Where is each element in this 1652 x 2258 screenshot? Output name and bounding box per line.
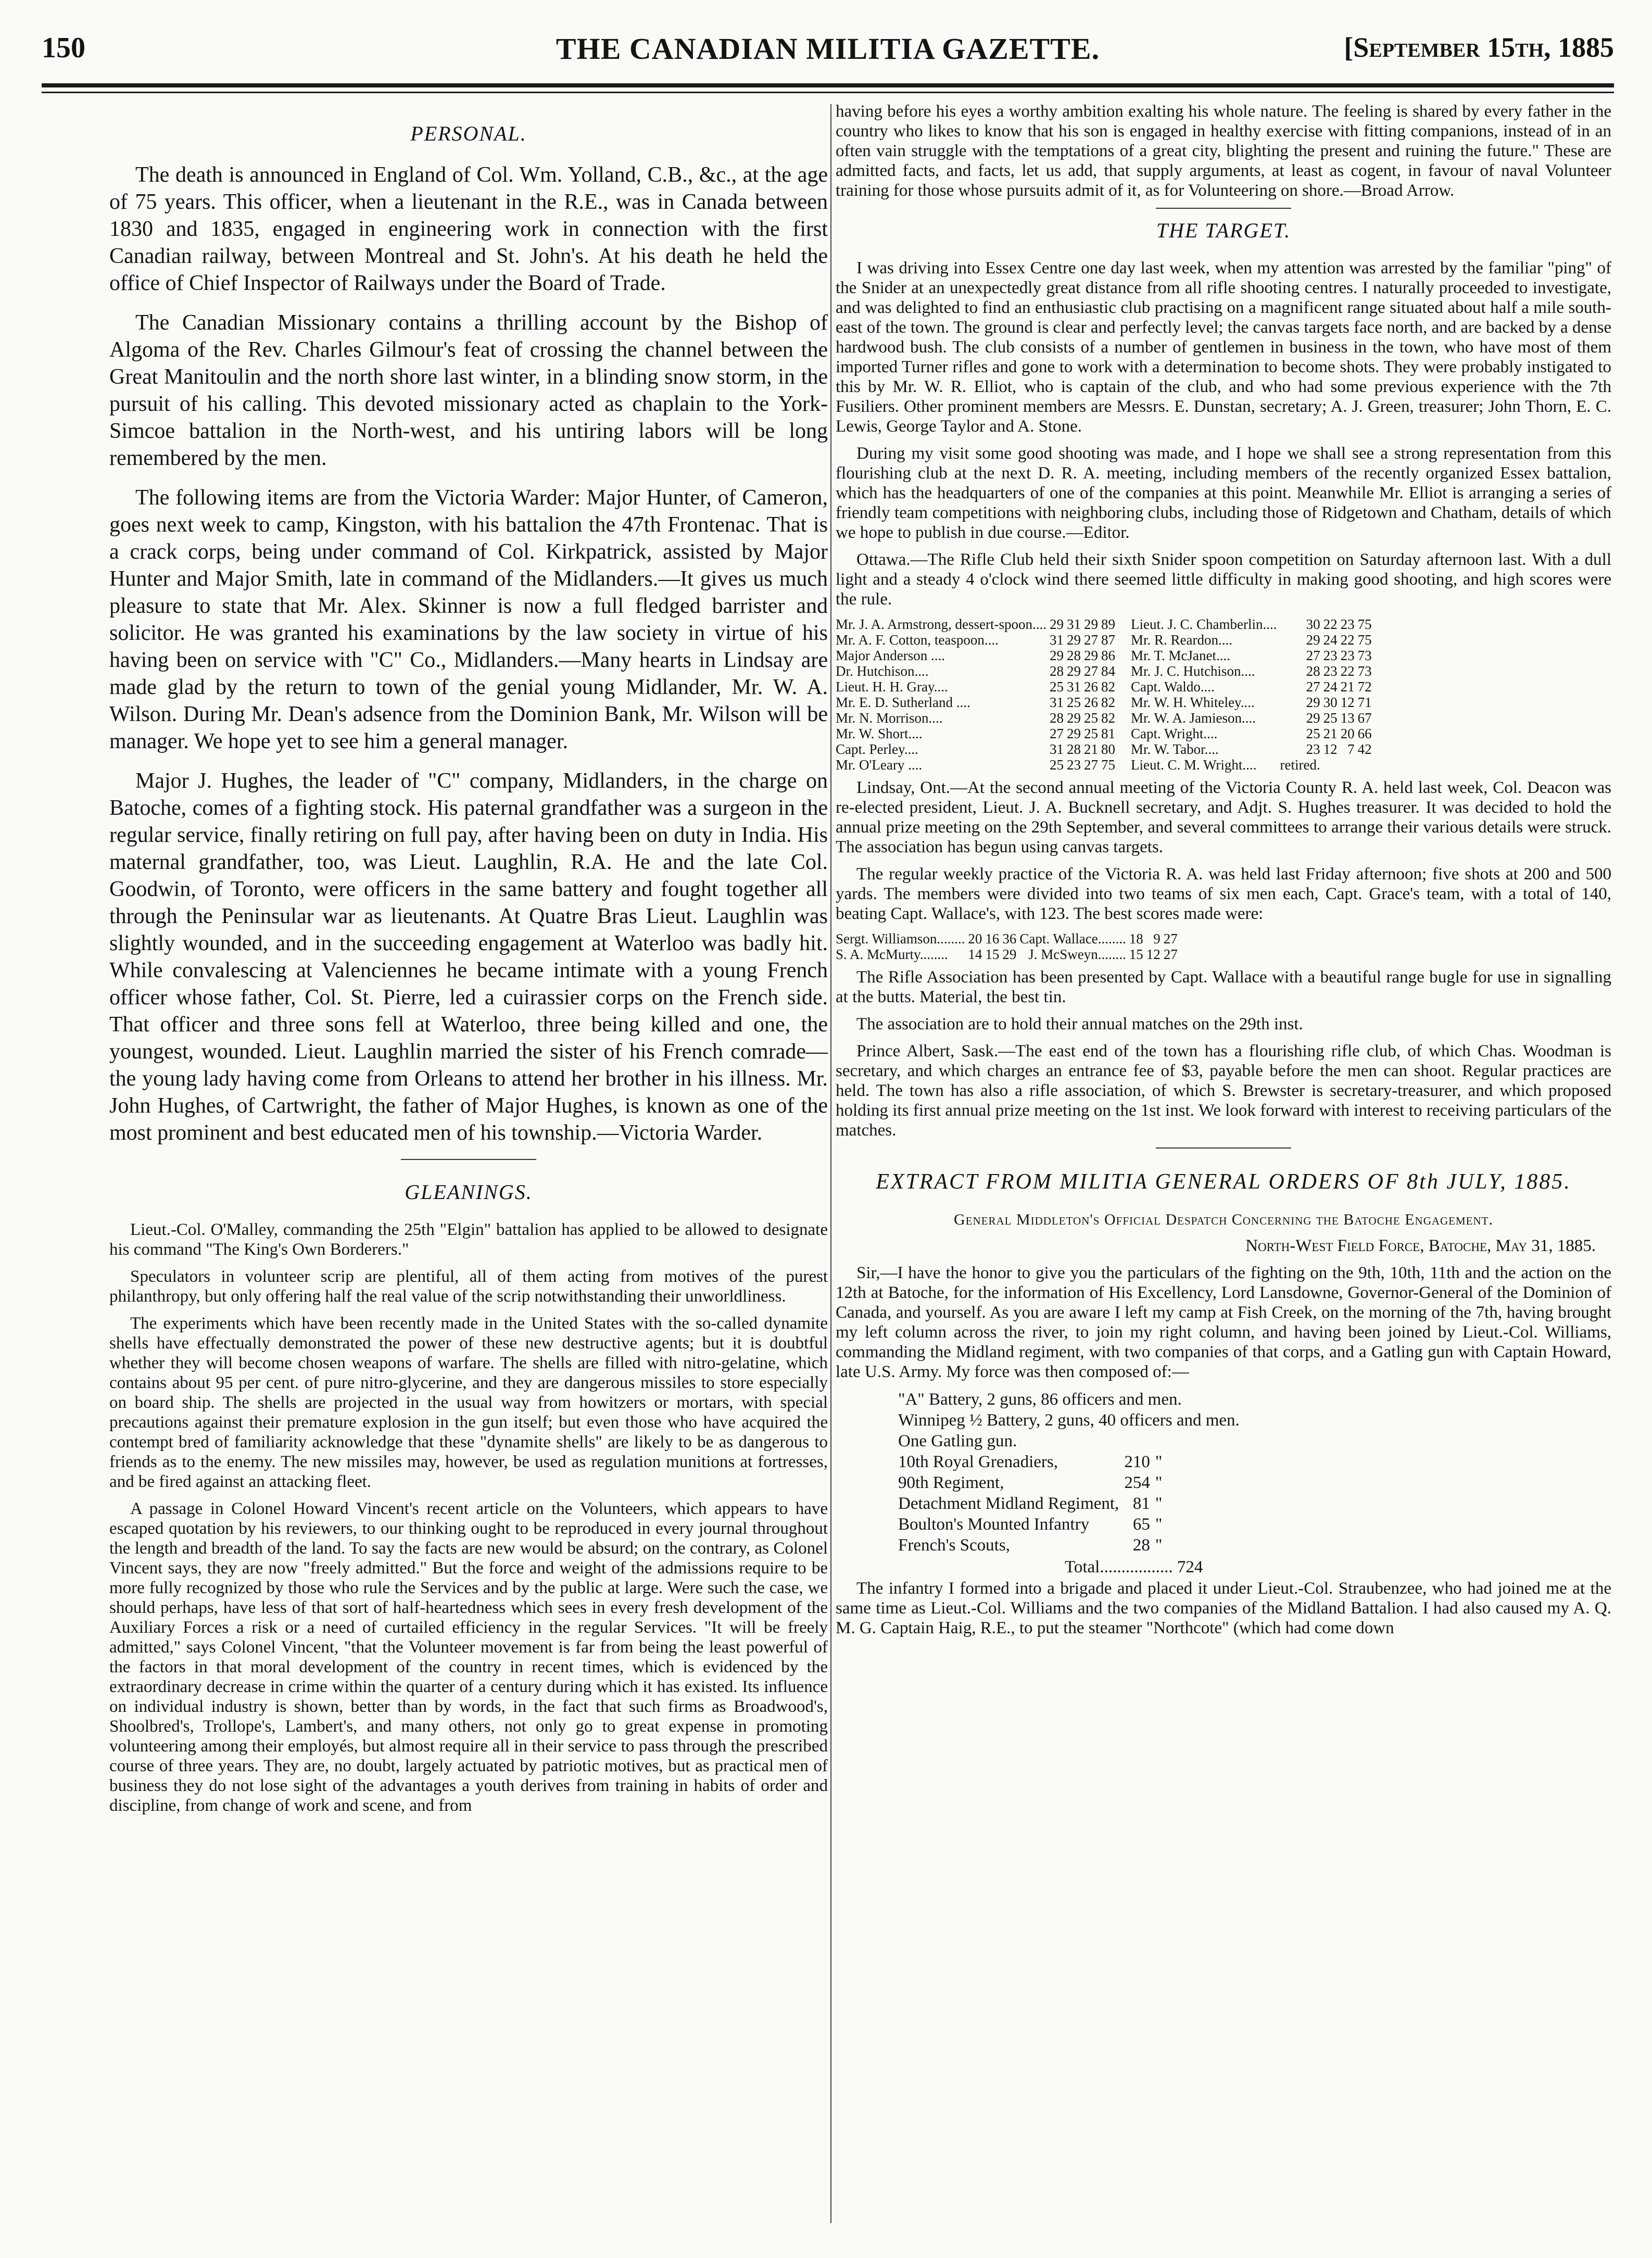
score-row xyxy=(836,726,1118,741)
score-value: 36 xyxy=(1002,931,1017,947)
score-name: Mr. W. H. Whiteley.... xyxy=(1131,695,1255,710)
score-row xyxy=(1131,710,1375,726)
left-column xyxy=(109,102,828,1823)
force-line: Winnipeg ½ Battery, 2 guns, 40 officers and men. xyxy=(898,1411,1240,1430)
ottawa-scores-left xyxy=(836,616,1118,773)
force-line: "A" Battery, 2 guns, 86 officers and men. xyxy=(898,1390,1182,1409)
score-value: 25 xyxy=(1050,757,1064,773)
score-value: 29 xyxy=(1067,726,1081,741)
score-value: 24 xyxy=(1323,632,1338,648)
score-value: 27 xyxy=(1084,663,1098,679)
target-paragraph: I was driving into Essex Centre one day last week, when my attention was arrested by the familiar "ping" of the Snider at an unexpectedly great distance from all rifle shooting centres. I naturally proceeded to investigate, and was delighted to find an enthusiastic club practising on a magnificent range situated about half a mile south-east of the town. The ground is clear and perfectly level; the canvas targets face north, and are backed by a dense hardwood bush. The club consists of a number of gentlemen in business in the town, who have most of them imported Turner rifles and gone to work with a determination to become shots. They were probably instigated to this by Mr. W. R. Elliot, who is captain of the club, and who had some previous experience with the 7th Fusiliers. Other prominent members are Messrs. E. Dunstan, secretary; A. J. Green, treasurer; John Thorn, E. C. Lewis, George Taylor and A. Stone. xyxy=(836,259,1611,436)
score-value: 25 xyxy=(1084,726,1098,741)
score-value: 75 xyxy=(1101,757,1115,773)
score-row xyxy=(1131,648,1375,663)
score-value: 254 xyxy=(1124,1473,1150,1492)
score-value: 23 xyxy=(1306,741,1320,757)
right-column xyxy=(836,102,1611,1645)
score-value: 27 xyxy=(1084,757,1098,773)
target-paragraph: Ottawa.—The Rifle Club held their sixth Snider spoon competition on Saturday afternoon last. With a dull light and a steady 4 o'clock wind there seemed little difficulty in making good shooting, and high scores were the rule. xyxy=(836,550,1611,609)
despatch-paragraph: The infantry I formed into a brigade and placed it under Lieut.-Col. Straubenzee, who had joined me at the same time as Lieut.-Col. Williams and the two companies of the Midland Battalion. I had also caused my A. Q. M. G. Captain Haig, R.E., to put the steamer "Northcote" (which had come down xyxy=(836,1579,1611,1637)
target-paragraph: During my visit some good shooting was made, and I hope we shall see a strong representation from this flourishing club at the next D. R. A. meeting, including members of the recently organized Essex battalion, which has the headquarters of one of the companies at this point. Meanwhile Mr. Elliot is arranging a series of friendly team competitions with neighboring clubs, including those of Ridgetown and Chatham, details of which we hope to publish in due course.—Editor. xyxy=(836,444,1611,542)
score-name: Mr. O'Leary .... xyxy=(836,757,923,773)
force-line: One Gatling gun. xyxy=(898,1432,1017,1450)
personal-paragraph: The Canadian Missionary contains a thrilling account by the Bishop of Algoma of the Rev. Charles Gilmour's feat of crossing the channel between the Great Manitoulin and the north shore last winter, in a blinding snow storm, in the pursuit of his calling. This devoted missionary acted as chaplain to the York-Simcoe battalion in the North-west, and his untiring labors will be long remembered by the men. xyxy=(109,311,828,470)
score-row xyxy=(836,648,1118,663)
score-value: 27 xyxy=(1163,931,1178,947)
score-value: 81 xyxy=(1101,726,1115,741)
score-value: 29 xyxy=(1084,648,1098,663)
score-row xyxy=(1131,695,1375,710)
score-name: Mr. J. A. Armstrong, dessert-spoon.... xyxy=(836,616,1046,632)
score-value: " xyxy=(1155,1515,1163,1534)
score-value: 28 xyxy=(1050,663,1064,679)
force-row xyxy=(898,1535,1167,1556)
score-name: Mr. R. Reardon.... xyxy=(1131,632,1232,648)
score-value: 72 xyxy=(1357,679,1372,695)
personal-paragraph: Major J. Hughes, the leader of "C" company, Midlanders, in the charge on Batoche, comes of a fighting stock. His paternal grandfather was a surgeon in the regular service, finally retiring on full pay, after having been on duty in India. His maternal grandfather, too, was Lieut. Laughlin, R.A. He and the late Col. Goodwin, of Toronto, were officers in the same battery and fought together all through the Peninsular war as lieutenants. At Quatre Bras Lieut. Laughlin was slightly wounded, and in the succeeding engagement at Waterloo was badly hit. While convalescing at Valenciennes he became intimate with a young French officer whose father, Col. St. Pierre, led a cuirassier corps on the French side. That officer and three sons fell at Waterloo, three being killed and one, the youngest, wounded. Lieut. Laughlin married the sister of his French comrade—the young lady having come from Orleans to attend her brother in his illness. Mr. John Hughes, of Cartwright, the father of Major Hughes, is known as one of the most prominent and best educated men of his township.—Victoria Warder. xyxy=(109,769,828,1145)
score-value: 66 xyxy=(1357,726,1372,741)
score-value: J. McSweyn........ xyxy=(1028,947,1126,962)
section-divider xyxy=(1156,1147,1291,1149)
score-name: Lieut. J. C. Chamberlin.... xyxy=(1131,616,1277,632)
score-value: 23 xyxy=(1340,616,1355,632)
gleanings-paragraph: The experiments which have been recently made in the United States with the so-called dynamite shells have effectually demonstrated the power of these new destructive agents; but it is doubtful whether they will become chosen weapons of warfare. The shells are filled with nitro-gelatine, which contains about 95 per cent. of pure nitro-glycerine, and they are dangerous missiles to store especially on board ship. The shells are projected in the usual way from howitzers or mortars, with special precautions against their premature explosion in the gun itself; but even those who have acquired the contempt bred of familiarity acknowledge that these "dynamite shells" are likely to be as dangerous to friends as to the enemy. The new missiles may, however, be used as regulation munitions at fortresses, and be fired against an attacking fleet. xyxy=(109,1314,828,1491)
target-heading: THE TARGET. xyxy=(1156,219,1291,242)
score-value: 27 xyxy=(1084,632,1098,648)
score-value: 30 xyxy=(1306,616,1320,632)
score-value: 87 xyxy=(1101,632,1115,648)
score-value: 23 xyxy=(1323,663,1338,679)
score-value: 82 xyxy=(1101,679,1115,695)
score-row xyxy=(836,741,1118,757)
score-name: 10th Royal Grenadiers, xyxy=(898,1453,1058,1471)
personal-paragraph: The death is announced in England of Col. Wm. Yolland, C.B., &c., at the age of 75 years. This officer, when a lieutenant in the R.E., was in Canada between 1830 and 1835, engaged in engineering work in connection with the first Canadian railway, between Montreal and St. John's. At his death he held the office of Chief Inspector of Railways under the Board of Trade. xyxy=(109,163,828,295)
score-value: 29 xyxy=(1067,632,1081,648)
score-value: 71 xyxy=(1357,695,1372,710)
score-value xyxy=(1323,757,1341,773)
score-value: 73 xyxy=(1357,663,1372,679)
score-value: 15 xyxy=(1129,947,1143,962)
dateline: North-West Field Force, Batoche, May 31, 1885. xyxy=(1245,1237,1596,1255)
score-value: 25 xyxy=(1084,710,1098,726)
score-row xyxy=(836,757,1118,773)
score-value: 31 xyxy=(1050,632,1064,648)
score-value: 27 xyxy=(1306,648,1320,663)
score-name: Capt. Perley.... xyxy=(836,741,918,757)
target-paragraph: The regular weekly practice of the Victoria R. A. was held last Friday afternoon; five shots at 200 and 500 yards. The members were divided into two teams of six men each, Capt. Grace's team, with a total of 140, beating Capt. Wallace's, with 123. The best scores made were: xyxy=(836,865,1611,923)
score-value: " xyxy=(1155,1494,1163,1513)
score-value: 42 xyxy=(1357,741,1372,757)
section-divider xyxy=(401,1159,536,1160)
force-total xyxy=(1065,1556,1611,1579)
score-name: French's Scouts, xyxy=(898,1536,1010,1555)
score-value: 13 xyxy=(1340,710,1355,726)
score-value: 20 xyxy=(1340,726,1355,741)
score-value: 15 xyxy=(985,947,1000,962)
continued-paragraph: having before his eyes a worthy ambition exalting his whole nature. The feeling is shared by every father in the country who likes to know that his son is engaged in healthy exercise with fitting companions, instead of in an often vain struggle with the temptations of a great city, blighting the present and ruining the future." These are admitted facts, and facts, let us add, that supply arguments, at least as cogent, in favour of naval Volunteer training for those whose pursuits admit of it, as for Volunteering on shore.—Broad Arrow. xyxy=(836,102,1611,200)
gleanings-paragraph: A passage in Colonel Howard Vincent's recent article on the Volunteers, which appears to have escaped quotation by his reviewers, to our thinking ought to be reproduced in every journal throughout the length and breadth of the land. To say the facts are new would be absurd; on the contrary, as Colonel Vincent says, they are now "freely admitted." But the force and weight of the admissions require to be more fully recognized by those who rule the Services and by the public at large. Were such the case, we should perhaps, have less of that sort of half-heartedness which sees in every fresh development of the Auxiliary Forces a risk or a need of curtailed efficiency in the regular Services. "It will be freely admitted," says Colonel Vincent, "that the Volunteer movement is far from being the least powerful of the factors in that moral development of the country in recent times, which is evidenced by the extraordinary decrease in crime within the quarter of a century during which it has existed. Its influence on individual industry is shown, better than by words, in the fact that such firms as Broadwood's, Shoolbred's, Trollope's, Lambert's, and many others, not only go to great expense in promoting volunteering among their employés, but almost require all in their service to pass through the prescribed course of three years. They are, no doubt, largely actuated by patriotic motives, but as practical men of business they do not lose sight of the advantages a youth derives from training in habits of order and discipline, from change of work and scene, and from xyxy=(109,1499,828,1815)
score-value: 25 xyxy=(1067,695,1081,710)
score-value: 22 xyxy=(1323,616,1338,632)
score-value: 86 xyxy=(1101,648,1115,663)
score-value: 22 xyxy=(1340,632,1355,648)
score-row xyxy=(836,695,1118,710)
force-row xyxy=(898,1452,1167,1472)
issue-date: [September 15th, 1885 xyxy=(1344,32,1614,63)
score-value: Capt. Wallace........ xyxy=(1019,931,1126,947)
target-paragraph: Lindsay, Ont.—At the second annual meeting of the Victoria County R. A. held last week, Col. Deacon was re-elected president, Lieut. J. A. Bucknell secretary, and Adjt. S. Hughes treasurer. It was decided to hold the annual prize meeting on the 29th September, and several committees to arrange their various details were struck. The association has begun using canvas targets. xyxy=(836,778,1611,856)
score-row xyxy=(836,710,1118,726)
score-value: 29 xyxy=(1050,616,1064,632)
target-paragraph: The Rifle Association has been presented by Capt. Wallace with a beautiful range bugle for use in signalling at the butts. Material, the best tin. xyxy=(836,968,1611,1006)
score-value: 31 xyxy=(1050,695,1064,710)
score-value: 23 xyxy=(1323,648,1338,663)
score-value: 28 xyxy=(1067,648,1081,663)
score-name: Detachment Midland Regiment, xyxy=(898,1494,1119,1513)
score-name: Capt. Waldo.... xyxy=(1131,679,1215,695)
score-value: 28 xyxy=(1067,741,1081,757)
score-value: 27 xyxy=(1306,679,1320,695)
score-value: 31 xyxy=(1067,679,1081,695)
score-value: 29 xyxy=(1306,695,1320,710)
target-paragraph: The association are to hold their annual matches on the 29th inst. xyxy=(856,1015,1303,1033)
force-row xyxy=(898,1472,1167,1493)
score-value: " xyxy=(1155,1453,1163,1471)
score-value: 75 xyxy=(1357,616,1372,632)
score-value: 9 xyxy=(1153,931,1161,947)
score-name: Mr. A. F. Cotton, teaspoon.... xyxy=(836,632,999,648)
score-row xyxy=(1131,726,1375,741)
score-value xyxy=(1341,757,1358,773)
score-value: 29 xyxy=(1084,616,1098,632)
score-value: 21 xyxy=(1340,679,1355,695)
ottawa-scores xyxy=(836,616,1611,773)
score-value: 29 xyxy=(1067,663,1081,679)
score-row xyxy=(836,947,1181,962)
score-name: Mr. W. Tabor.... xyxy=(1131,741,1219,757)
score-value: 21 xyxy=(1323,726,1338,741)
score-value: 82 xyxy=(1101,710,1115,726)
score-value xyxy=(1358,757,1375,773)
score-name: Mr. J. C. Hutchison.... xyxy=(1131,663,1255,679)
score-value: 23 xyxy=(1067,757,1081,773)
score-value: " xyxy=(1155,1536,1163,1555)
score-value: 29 xyxy=(1002,947,1017,962)
score-value: 12 xyxy=(1323,741,1338,757)
score-row xyxy=(1131,616,1375,632)
score-value: 30 xyxy=(1323,695,1338,710)
score-value: 18 xyxy=(1129,931,1143,947)
score-name: Major Anderson .... xyxy=(836,648,945,663)
score-name: Mr. W. Short.... xyxy=(836,726,923,741)
newspaper-title: THE CANADIAN MILITIA GAZETTE. xyxy=(556,32,1100,66)
column-divider xyxy=(830,104,831,2223)
force-table xyxy=(898,1452,1167,1556)
force-lines xyxy=(898,1389,1611,1452)
score-value: 7 xyxy=(1347,741,1355,757)
score-row xyxy=(1131,663,1375,679)
score-value: 21 xyxy=(1084,741,1098,757)
score-value: 31 xyxy=(1067,616,1081,632)
score-value: 23 xyxy=(1340,648,1355,663)
score-name: Mr. T. McJanet.... xyxy=(1131,648,1230,663)
score-value: 25 xyxy=(1050,679,1064,695)
score-value: 25 xyxy=(1306,726,1320,741)
score-value: 27 xyxy=(1163,947,1178,962)
score-value: 89 xyxy=(1101,616,1115,632)
score-value: 14 xyxy=(968,947,982,962)
target-paragraph: Prince Albert, Sask.—The east end of the town has a flourishing rifle club, of which Chas. Woodman is secretary, and which charges an entrance fee of $3, payable before the men can shoot. Regular practices are held. The town has also a rifle association, of which S. Brewster is secretary-treasurer, and which proposed holding its first annual prize meeting on the 1st inst. We look forward with interest to receiving particulars of the matches. xyxy=(836,1042,1611,1140)
score-value: 29 xyxy=(1306,632,1320,648)
score-value: 12 xyxy=(1340,695,1355,710)
extract-heading: EXTRACT FROM MILITIA GENERAL ORDERS OF 8th JULY, 1885. xyxy=(876,1170,1571,1194)
total-label: Total................. xyxy=(1065,1558,1173,1576)
despatch-paragraph: Sir,—I have the honor to give you the particulars of the fighting on the 9th, 10th, 11th and the action on the 12th at Batoche, for the information of His Excellency, Lord Lansdowne, Governor-General of the Dominion of Canada, and yourself. As you are aware I left my camp at Fish Creek, on the morning of the 7th, having brought my left column across the river, to join my right column, and having been joined by Lieut.-Col. Williams, commanding the Midland regiment, with two companies of that corps, and a Gatling gun with Captain Howard, late U.S. Army. My force was then composed of:— xyxy=(836,1264,1611,1381)
page-header xyxy=(42,31,1614,69)
force-row xyxy=(898,1514,1167,1535)
gleanings-heading: GLEANINGS. xyxy=(405,1180,533,1204)
score-row xyxy=(836,616,1118,632)
score-row xyxy=(1131,757,1375,773)
score-value: 29 xyxy=(1306,710,1320,726)
total-value: 724 xyxy=(1177,1558,1203,1576)
score-value: 29 xyxy=(1067,710,1081,726)
score-row xyxy=(836,679,1118,695)
score-value: 210 xyxy=(1124,1453,1150,1471)
gleanings-paragraph: Lieut.-Col. O'Malley, commanding the 25th "Elgin" battalion has applied to be allowed to designate his command "The King's Own Borderers." xyxy=(109,1220,828,1259)
score-row xyxy=(1131,741,1375,757)
gleanings-paragraph: Speculators in volunteer scrip are plentiful, all of them acting from motives of the purest philanthropy, but only offering half the real value of the scrip notwithstanding their unworldliness. xyxy=(109,1267,828,1306)
score-value: 75 xyxy=(1357,632,1372,648)
score-value: 73 xyxy=(1357,648,1372,663)
score-row xyxy=(836,663,1118,679)
score-name: 90th Regiment, xyxy=(898,1473,1004,1492)
score-value: 25 xyxy=(1323,710,1338,726)
score-name: S. A. McMurty........ xyxy=(836,947,948,962)
victoria-scores xyxy=(836,931,1181,962)
score-value: 22 xyxy=(1340,663,1355,679)
score-value: 31 xyxy=(1050,741,1064,757)
extract-subheading: General Middleton's Official Despatch Concerning the Batoche Engagement. xyxy=(953,1211,1494,1228)
score-value: 28 xyxy=(1306,663,1320,679)
score-row xyxy=(1131,632,1375,648)
score-value: 29 xyxy=(1050,648,1064,663)
score-name: Boulton's Mounted Infantry xyxy=(898,1515,1090,1534)
score-name: Lieut. H. H. Gray.... xyxy=(836,679,948,695)
score-value: 28 xyxy=(1132,1536,1150,1555)
section-divider xyxy=(1156,208,1291,209)
score-name: Mr. N. Morrison.... xyxy=(836,710,943,726)
score-value: 24 xyxy=(1323,679,1338,695)
score-value: " xyxy=(1155,1473,1163,1492)
force-row xyxy=(898,1493,1167,1514)
score-value: 84 xyxy=(1101,663,1115,679)
score-value: 26 xyxy=(1084,679,1098,695)
score-value: 65 xyxy=(1132,1515,1150,1534)
score-name: Dr. Hutchison.... xyxy=(836,663,929,679)
score-name: Mr. W. A. Jamieson.... xyxy=(1131,710,1256,726)
score-value: 12 xyxy=(1146,947,1161,962)
score-row xyxy=(1131,679,1375,695)
header-rule-thin xyxy=(42,92,1614,93)
personal-heading: PERSONAL. xyxy=(410,122,527,145)
score-value: 28 xyxy=(1050,710,1064,726)
score-value: retired. xyxy=(1280,757,1320,773)
score-value: 82 xyxy=(1101,695,1115,710)
score-name: Mr. E. D. Sutherland .... xyxy=(836,695,970,710)
score-value: 27 xyxy=(1050,726,1064,741)
score-value: 80 xyxy=(1101,741,1115,757)
score-value: 81 xyxy=(1132,1494,1150,1513)
score-name: Sergt. Williamson........ xyxy=(836,931,965,947)
score-value: 26 xyxy=(1084,695,1098,710)
score-value: 67 xyxy=(1357,710,1372,726)
score-row xyxy=(836,931,1181,947)
score-name: Lieut. C. M. Wright.... xyxy=(1131,757,1257,773)
header-rule-thick xyxy=(42,83,1614,87)
score-name: Capt. Wright.... xyxy=(1131,726,1218,741)
score-row xyxy=(836,632,1118,648)
personal-paragraph: The following items are from the Victoria Warder: Major Hunter, of Cameron, goes next week to camp, Kingston, with his battalion the 47th Frontenac. That is a crack corps, being under command of Col. Kirkpatrick, assisted by Major Hunter and Major Smith, late in command of the Midlanders.—It gives us much pleasure to state that Mr. Alex. Skinner is now a full fledged barrister and solicitor. He was granted his examinations by the law society in virtue of his having been on service with "C" Co., Midlanders.—Many hearts in Lindsay are made glad by the return to town of the genial young Midlander, Mr. W. A. Wilson. During Mr. Dean's adsence from the Dominion Bank, Mr. Wilson will be manager. We hope yet to see him a general manager. xyxy=(109,486,828,753)
page-number: 150 xyxy=(42,32,85,64)
score-value: 20 xyxy=(968,931,982,947)
ottawa-scores-right xyxy=(1131,616,1375,773)
score-value: 16 xyxy=(985,931,1000,947)
